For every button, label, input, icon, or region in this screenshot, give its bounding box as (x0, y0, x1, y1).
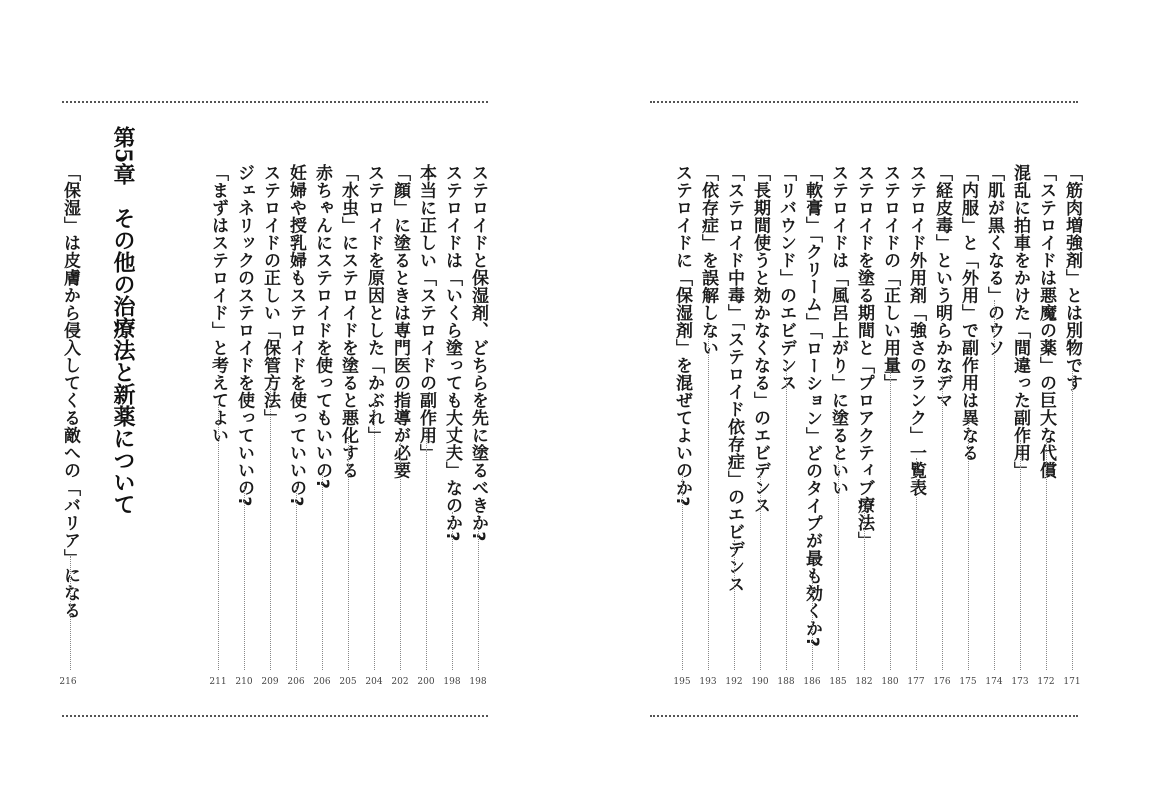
toc-page-number: 210 (235, 677, 253, 687)
toc-entry-title: ステロイドを原因とした「かぶれ」 (364, 164, 384, 444)
toc-leader (890, 372, 891, 670)
toc-page-number: 206 (313, 677, 331, 687)
toc-page-number: 205 (339, 677, 357, 687)
toc-entry-title: ステロイドの「正しい用量」 (880, 164, 900, 392)
toc-entry-title: ステロイドの正しい「保管方法」 (260, 164, 280, 427)
toc-entry-title: 「ステロイド中毒」「ステロイド依存症」のエビデンス (724, 164, 744, 593)
toc-entry-title: ステロイドは「風呂上がり」に塗るといい (828, 164, 848, 497)
toc-page-number: 176 (933, 677, 951, 687)
toc-page-number: 182 (855, 677, 873, 687)
toc-entry-title: ジェネリックのステロイドを使っていいの? (234, 164, 254, 507)
toc-leader (218, 404, 219, 670)
toc-entry-title: 「依存症」を誤解しない (698, 164, 718, 357)
toc-leader (838, 452, 839, 670)
toc-entry-title: 「リバウンド」のエビデンス (776, 164, 796, 392)
toc-page-number: 204 (365, 677, 383, 687)
toc-leader (1072, 368, 1073, 670)
toc-page-number: 185 (829, 677, 847, 687)
toc-leader (374, 400, 375, 670)
toc-leader (322, 470, 323, 670)
toc-leader (682, 474, 683, 670)
toc-leader (478, 512, 479, 670)
toc-page-number: 192 (725, 677, 743, 687)
toc-entry-title: ステロイドと保湿剤、どちらを先に塗るべきか? (468, 164, 488, 542)
toc-leader (244, 486, 245, 670)
toc-leader (426, 430, 427, 670)
toc-leader (708, 324, 709, 670)
toc-entry-title: 「筋肉増強剤」とは別物です (1062, 164, 1082, 392)
toc-leader (812, 580, 813, 670)
toc-page-number: 171 (1063, 677, 1081, 687)
toc-page-number: 190 (751, 677, 769, 687)
bottom-dotted-rule (62, 715, 488, 717)
toc-leader (760, 472, 761, 670)
toc-leader (348, 436, 349, 670)
toc-leader (296, 486, 297, 670)
toc-entry-title: 「肌が黒くなる」のウソ (984, 164, 1004, 357)
toc-leader (994, 300, 995, 670)
toc-entry-title: 妊婦や授乳婦もステロイドを使っていいの? (286, 164, 306, 507)
toc-leader (70, 556, 71, 670)
top-dotted-rule (650, 101, 1078, 103)
toc-entry-title: ステロイドを塗る期間と「プロアクティブ療法」 (854, 164, 874, 549)
toc-page-number: 195 (673, 677, 691, 687)
toc-leader (1020, 440, 1021, 670)
toc-page-number: 206 (287, 677, 305, 687)
toc-page-number: 172 (1037, 677, 1055, 687)
toc-page-number: 186 (803, 677, 821, 687)
toc-page-number: 193 (699, 677, 717, 687)
toc-leader (452, 512, 453, 670)
toc-page-number: 202 (391, 677, 409, 687)
toc-entry-title: 「ステロイドは悪魔の薬」の巨大な代償 (1036, 164, 1056, 479)
toc-leader (916, 458, 917, 670)
toc-leader (270, 382, 271, 670)
toc-entry-title: ステロイドに「保湿剤」を混ぜてよいのか? (672, 164, 692, 507)
toc-page-number: 216 (59, 677, 77, 687)
toc-entry-title: 赤ちゃんにステロイドを使ってもいいの? (312, 164, 332, 490)
toc-entry-title: 「長期間使うと効かなくなる」のエビデンス (750, 164, 770, 514)
toc-page-number: 198 (469, 677, 487, 687)
bottom-dotted-rule (650, 715, 1078, 717)
toc-entry-title: 「顔」に塗るときは専門医の指導が必要 (390, 164, 410, 479)
toc-entry-title: 「水虫」にステロイドを塗ると悪化する (338, 164, 358, 479)
toc-page-number: 175 (959, 677, 977, 687)
top-dotted-rule (62, 101, 488, 103)
toc-entry-title: 「軟膏」「クリーム」「ローション」どのタイプが最も効くか? (802, 164, 822, 648)
toc-page-number: 198 (443, 677, 461, 687)
toc-leader (734, 540, 735, 670)
toc-leader (786, 364, 787, 670)
toc-entry-title: 「保湿」は皮膚から侵入してくる敵への「バリア」になる (60, 164, 80, 619)
toc-entry-title: 「経皮毒」という明らかなデマ (932, 164, 952, 409)
right-page (576, 0, 1152, 810)
toc-entry-title: 混乱に拍車をかけた「間違った副作用」 (1010, 164, 1030, 479)
toc-page-number: 177 (907, 677, 925, 687)
toc-page-number: 200 (417, 677, 435, 687)
toc-entry-title: 「内服」と「外用」で副作用は異なる (958, 164, 978, 462)
toc-page-number: 211 (209, 677, 227, 687)
toc-page-number: 180 (881, 677, 899, 687)
toc-entry-title: ステロイド外用剤「強さのランク」一覧表 (906, 164, 926, 497)
toc-page-number: 173 (1011, 677, 1029, 687)
toc-entry-title: 本当に正しい「ステロイドの副作用」 (416, 164, 436, 462)
chapter-heading: 第5章 その他の治療法と新薬について (110, 126, 136, 516)
toc-page-number: 209 (261, 677, 279, 687)
toc-leader (400, 436, 401, 670)
toc-entry-title: ステロイドは「いくら塗っても大丈夫」なのか? (442, 164, 462, 542)
toc-page-number: 188 (777, 677, 795, 687)
toc-leader (968, 412, 969, 670)
toc-leader (1046, 440, 1047, 670)
toc-leader (864, 500, 865, 670)
toc-page-number: 174 (985, 677, 1003, 687)
toc-leader (942, 376, 943, 670)
toc-entry-title: 「まずはステロイド」と考えてよい (208, 164, 228, 444)
